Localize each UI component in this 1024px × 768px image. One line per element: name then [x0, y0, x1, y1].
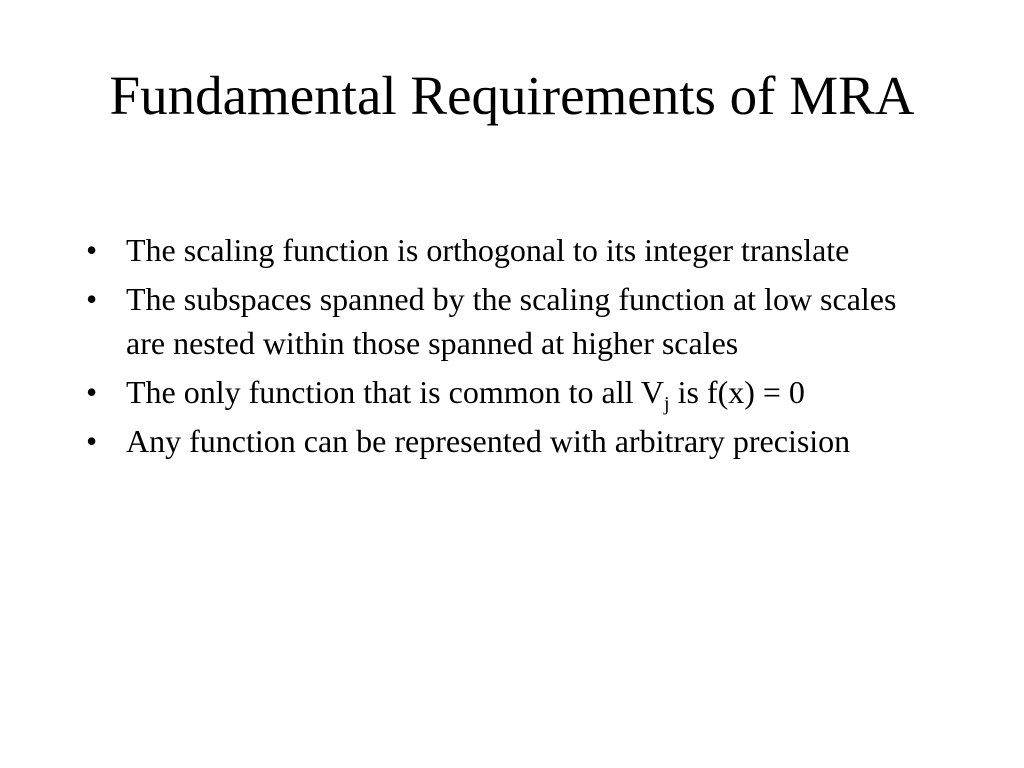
bullet-marker: •: [86, 423, 98, 459]
bullet-marker: •: [86, 281, 98, 317]
bullet-item-common-function: [80, 370, 930, 414]
bullet-text: The subspaces spanned by the scaling function at low scales are nested within those spanned at higher scales: [126, 281, 897, 361]
subscript-j: j: [664, 393, 670, 415]
bullet-list: [80, 228, 930, 468]
slide-title: Fundamental Requirements of MRA: [109, 65, 915, 126]
bullet-item-orthogonal: [80, 228, 930, 272]
bullet-text-after: is f(x) = 0: [669, 374, 805, 410]
bullet-item-nested-subspaces: [80, 277, 930, 365]
bullet-marker: •: [86, 232, 98, 268]
bullet-marker: •: [86, 374, 98, 410]
bullet-text-before: The only function that is common to all V: [126, 374, 664, 410]
bullet-text: Any function can be represented with arbitrary precision: [126, 423, 851, 459]
bullet-text: The scaling function is orthogonal to its integer translate: [126, 232, 850, 268]
bullet-item-arbitrary-precision: [80, 419, 930, 463]
